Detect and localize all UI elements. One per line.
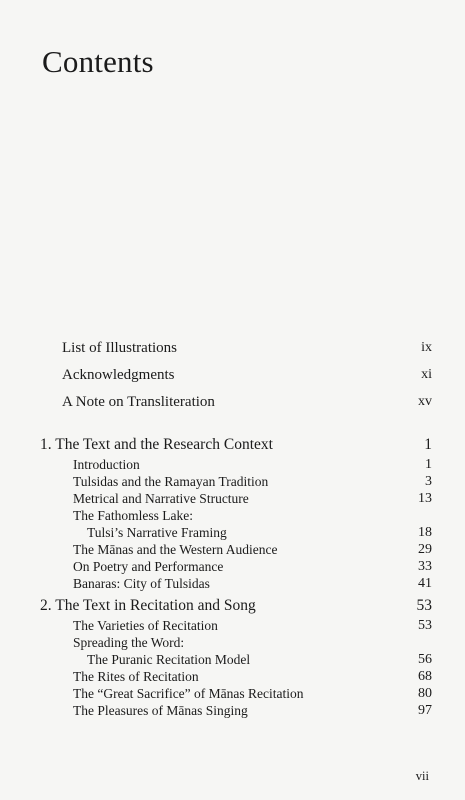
toc-section-page: 97	[418, 703, 432, 718]
toc-section	[73, 618, 432, 634]
toc-chapter-label: 1. The Text and the Research Context	[40, 436, 273, 453]
toc-section	[73, 635, 432, 651]
toc-section-label: On Poetry and Performance	[73, 559, 224, 574]
toc-section-label: Spreading the Word:	[73, 635, 185, 650]
toc-section-label: The Puranic Recitation Model	[87, 652, 251, 667]
toc-section	[73, 457, 432, 473]
toc-section	[73, 508, 432, 524]
toc-entry-label: A Note on Transliteration	[62, 394, 215, 410]
toc-entry-page: ix	[421, 340, 432, 355]
toc-section-label: Introduction	[73, 457, 140, 472]
toc-section	[73, 669, 432, 685]
toc-section	[73, 474, 432, 490]
toc-section-page: 53	[418, 618, 432, 633]
toc-section-label: The Pleasures of Mānas Singing	[73, 703, 248, 718]
toc-section	[87, 525, 432, 541]
toc-section-page: 29	[418, 542, 432, 557]
toc-chapter-page: 1	[424, 436, 432, 453]
toc-section-label: The Varieties of Recitation	[73, 618, 218, 633]
toc-chapter-page: 53	[416, 597, 432, 614]
toc-section	[73, 576, 432, 592]
toc-section	[73, 703, 432, 719]
toc-section	[73, 491, 432, 507]
toc-section-page: 80	[418, 686, 432, 701]
toc-entry	[62, 340, 432, 357]
toc-section-page: 1	[425, 457, 432, 472]
toc-section-label: The Rites of Recitation	[73, 669, 199, 684]
toc-section-label: The “Great Sacrifice” of Mānas Recitation	[73, 686, 304, 701]
toc-section	[87, 652, 432, 668]
toc-section-page: 3	[425, 474, 432, 489]
toc-entry-page: xi	[421, 367, 432, 382]
toc-chapter	[40, 597, 432, 615]
toc-section	[73, 559, 432, 575]
toc-section-page: 18	[418, 525, 432, 540]
page-number: vii	[415, 769, 429, 783]
toc-entry	[62, 394, 432, 411]
toc-entry-page: xv	[418, 394, 432, 409]
toc-section-page: 56	[418, 652, 432, 667]
toc-entry-label: List of Illustrations	[62, 340, 177, 356]
toc-section-label: Metrical and Narrative Structure	[73, 491, 249, 506]
toc-section-label: The Fathomless Lake:	[73, 508, 193, 523]
toc-section-label: Banaras: City of Tulsidas	[73, 576, 210, 591]
toc-section-label: The Mānas and the Western Audience	[73, 542, 278, 557]
toc-chapter	[40, 436, 432, 454]
toc-section-page: 13	[418, 491, 432, 506]
toc-entry	[62, 367, 432, 384]
toc-section-page: 68	[418, 669, 432, 684]
toc-section	[73, 686, 432, 702]
toc-section	[73, 542, 432, 558]
page-title: Contents	[42, 44, 154, 79]
toc-section-page: 41	[418, 576, 432, 591]
toc-section-label: Tulsi’s Narrative Framing	[87, 525, 227, 540]
toc-section-page: 33	[418, 559, 432, 574]
toc-entry-label: Acknowledgments	[62, 367, 175, 383]
toc-chapter-label: 2. The Text in Recitation and Song	[40, 597, 256, 614]
toc-section-label: Tulsidas and the Ramayan Tradition	[73, 474, 269, 489]
